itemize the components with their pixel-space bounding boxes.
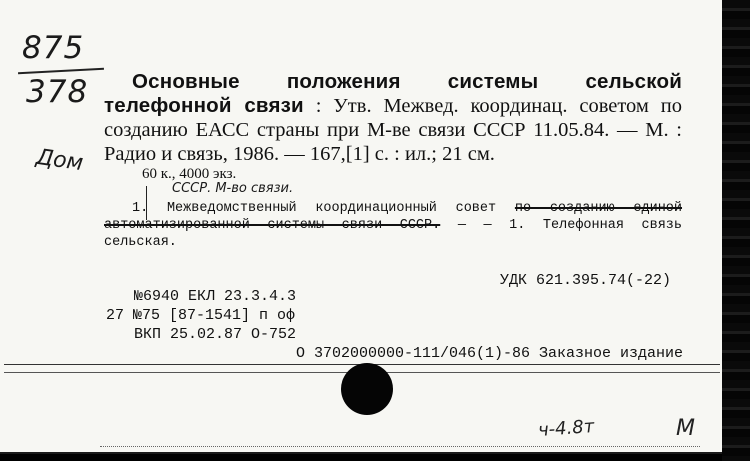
handwritten-insert: СССР. М-во связи. — [172, 181, 294, 196]
description-body: : Утв. Межвед. координац. советом по созданию ЕАСС страны при М-ве связи СССР 11.05.84. — М. : Радио и связь, 1986. — 167,[1] с. : ил.; 21 см. — [104, 95, 682, 165]
catalog-line-4: О 3702000000-111/046(1)-86 Заказное издание — [296, 345, 684, 362]
tracing-suffix: — — 1. Телефонная связь сельская. — [104, 218, 682, 250]
footer-note: ч-4.8т — [537, 416, 595, 441]
catalog-line-2: 27 №75 [87-1541] п оф — [106, 307, 296, 324]
title-bold: Основные положения системы сельской телефонной связи — [104, 70, 682, 117]
footer-initials: М — [676, 416, 695, 441]
bibliographic-description — [104, 70, 682, 166]
margin-note: Дом — [34, 144, 85, 177]
tracings — [104, 200, 682, 251]
shelf-mark-bottom: 378 — [26, 74, 89, 110]
catalog-line-1: №6940 ЕКЛ 23.3.4.3 — [134, 288, 297, 305]
catalog-line-3: ВКП 25.02.87 О-752 — [134, 326, 297, 343]
punch-hole — [341, 363, 393, 415]
tracing-struck: по созданию единой автоматизированной системы связи СССР. — [104, 201, 683, 233]
udk-code: УДК 621.395.74(-22) — [500, 272, 672, 289]
copies-count: 60 к., 4000 экз. — [142, 166, 237, 182]
shelf-mark-top: 875 — [22, 30, 85, 66]
tracing-prefix: 1. Межведомственный координационный совет — [132, 201, 515, 216]
scan-edge — [722, 0, 750, 461]
bottom-rule — [100, 446, 700, 447]
